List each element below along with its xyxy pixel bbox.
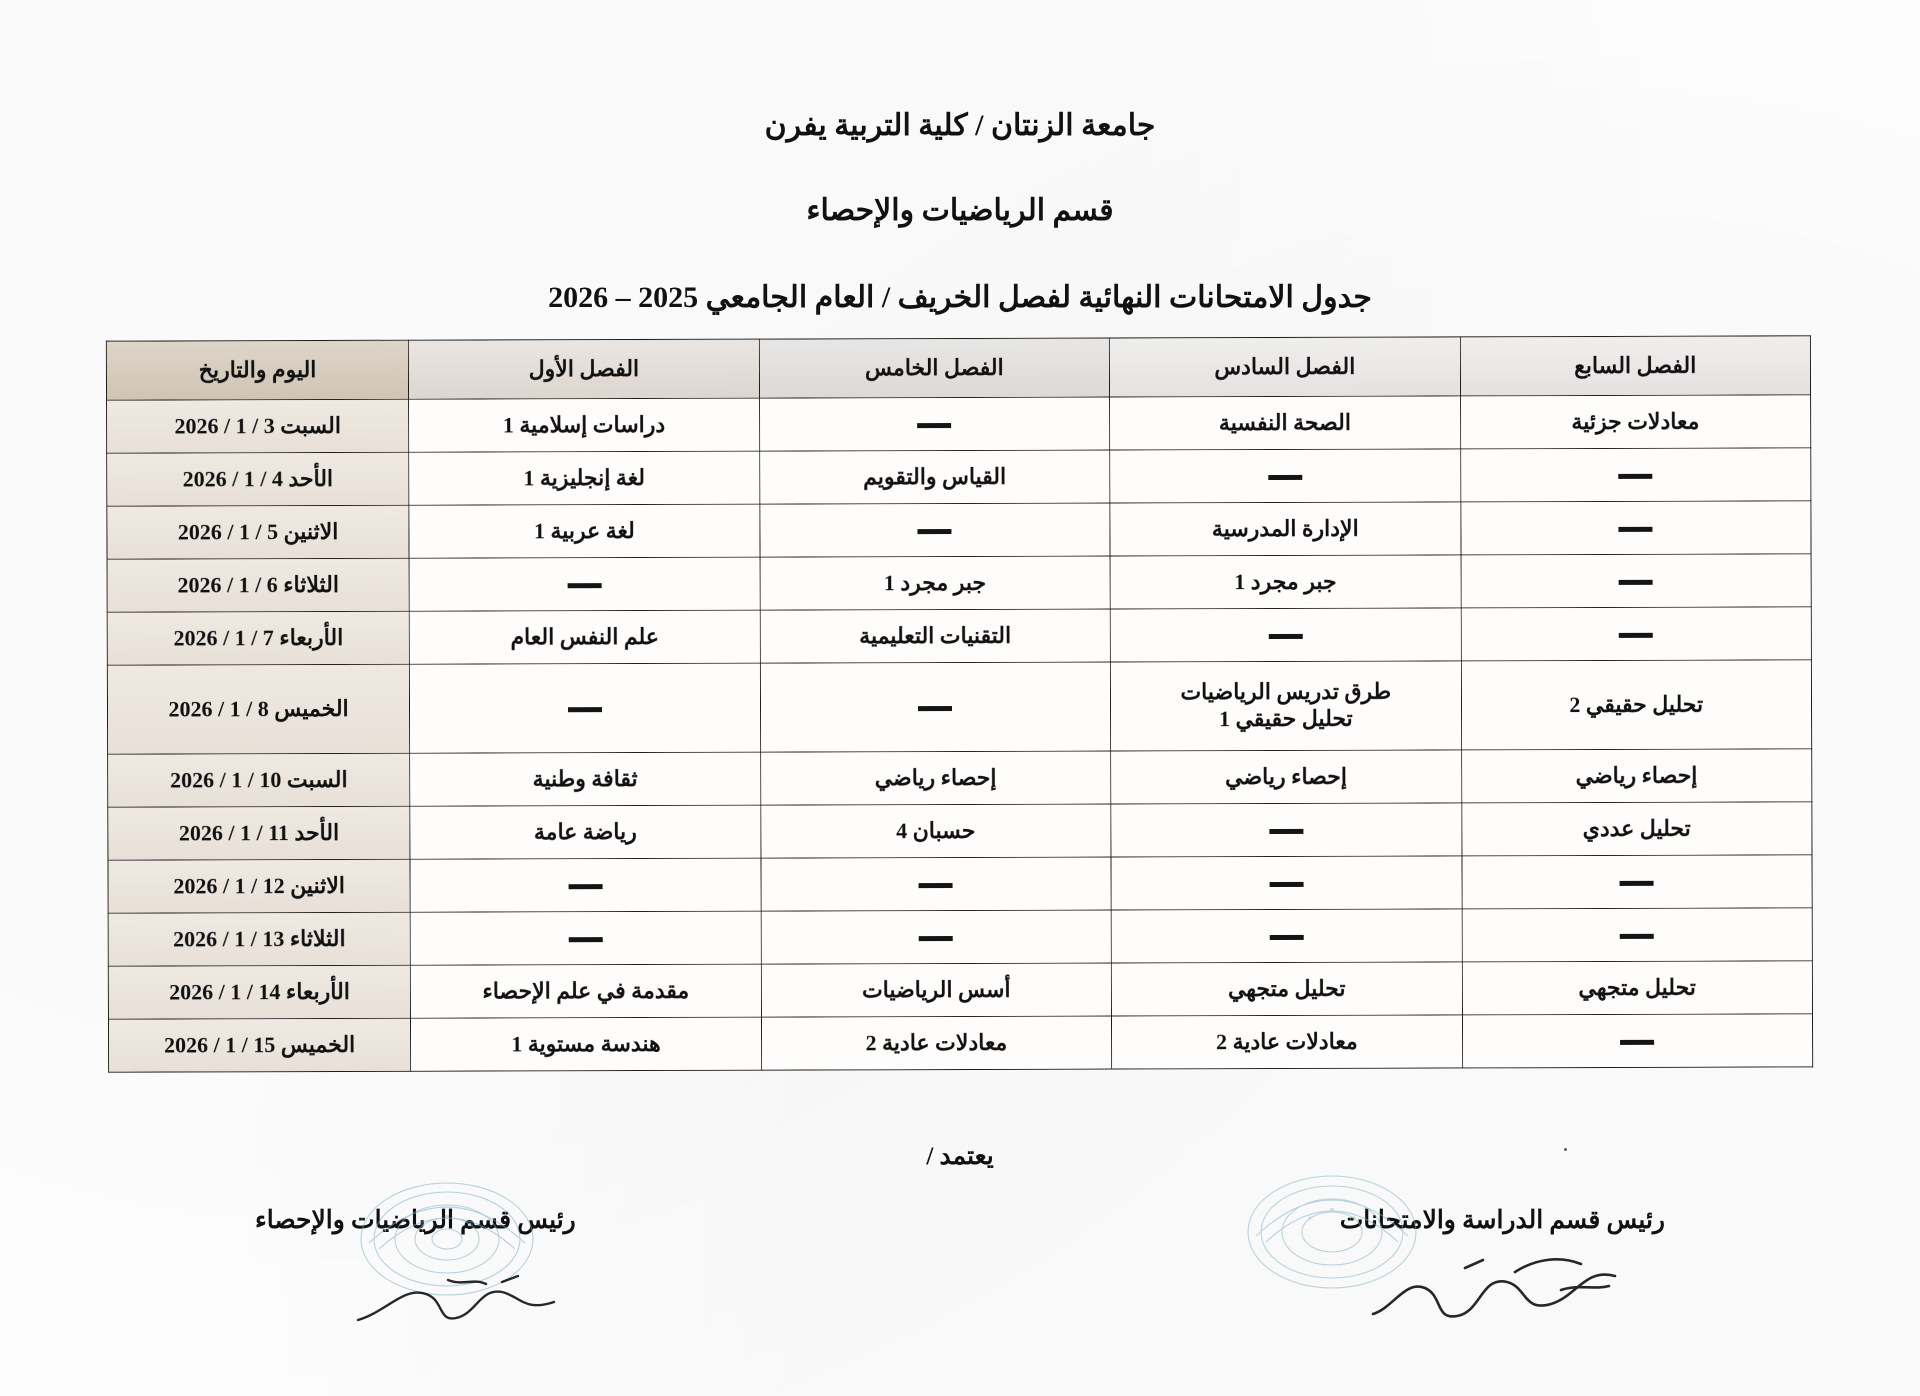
cell-semester-six: معادلات عادية 2 bbox=[1112, 1015, 1463, 1069]
cell-semester-seven bbox=[1460, 448, 1811, 502]
cell-semester-five bbox=[761, 857, 1112, 911]
cell-semester-five bbox=[760, 662, 1111, 752]
cell-semester-six bbox=[1111, 856, 1462, 910]
column-header-semester-seven: الفصل السابع bbox=[1460, 336, 1811, 396]
cell-semester-five: معادلات عادية 2 bbox=[761, 1016, 1112, 1070]
column-header-day-and-date: اليوم والتاريخ bbox=[106, 340, 408, 400]
handwritten-signature bbox=[1365, 1250, 1625, 1342]
cell-day-and-date: الخميس 8 / 1 / 2026 bbox=[107, 664, 409, 754]
cell-day-and-date: السبت 3 / 1 / 2026 bbox=[107, 399, 409, 453]
cell-semester-one bbox=[410, 911, 761, 965]
empty-dash bbox=[568, 707, 602, 712]
cell-semester-seven: تحليل عددي bbox=[1461, 802, 1812, 856]
empty-dash bbox=[569, 937, 603, 942]
cell-semester-one bbox=[410, 858, 761, 912]
cell-day-and-date: الثلاثاء 13 / 1 / 2026 bbox=[108, 912, 410, 966]
table-row bbox=[108, 1014, 1812, 1072]
empty-dash bbox=[919, 883, 953, 888]
cell-semester-six bbox=[1110, 449, 1461, 503]
column-header-semester-six: الفصل السادس bbox=[1109, 337, 1460, 397]
cell-semester-seven bbox=[1462, 1014, 1813, 1068]
signature-row bbox=[0, 1205, 1920, 1235]
empty-dash bbox=[568, 583, 602, 588]
cell-semester-one: لغة عربية 1 bbox=[409, 504, 760, 558]
cell-day-and-date: الاثنين 12 / 1 / 2026 bbox=[108, 859, 410, 913]
cell-semester-six: إحصاء رياضي bbox=[1111, 750, 1462, 804]
cell-semester-seven: تحليل حقيقي 2 bbox=[1461, 660, 1812, 750]
empty-dash bbox=[918, 706, 952, 711]
department-heading: قسم الرياضيات والإحصاء bbox=[806, 194, 1114, 227]
empty-dash bbox=[1619, 580, 1653, 585]
table-row bbox=[108, 961, 1812, 1019]
empty-dash bbox=[918, 529, 952, 534]
cell-semester-six bbox=[1111, 909, 1462, 963]
table-row bbox=[108, 802, 1812, 860]
empty-dash bbox=[1619, 474, 1653, 479]
empty-dash bbox=[1269, 829, 1303, 834]
cell-semester-five: حسبان 4 bbox=[760, 804, 1111, 858]
table-row bbox=[107, 501, 1811, 559]
cell-semester-six: جبر مجرد 1 bbox=[1110, 555, 1461, 609]
cell-semester-one bbox=[409, 557, 760, 611]
university-heading: جامعة الزنتان / كلية التربية يفرن bbox=[764, 109, 1156, 142]
table-body bbox=[107, 395, 1813, 1072]
table-row bbox=[108, 855, 1812, 913]
column-header-semester-five: الفصل الخامس bbox=[759, 338, 1110, 398]
cell-semester-six bbox=[1110, 608, 1461, 662]
cell-semester-five: جبر مجرد 1 bbox=[760, 556, 1111, 610]
signature-math-department-head: رئيس قسم الرياضيات والإحصاء bbox=[255, 1207, 576, 1234]
cell-day-and-date: الاثنين 5 / 1 / 2026 bbox=[107, 505, 409, 559]
cell-semester-seven bbox=[1461, 607, 1812, 661]
cell-day-and-date: السبت 10 / 1 / 2026 bbox=[108, 753, 410, 807]
cell-semester-seven: إحصاء رياضي bbox=[1461, 749, 1812, 803]
cell-semester-five bbox=[759, 397, 1110, 451]
cell-semester-five bbox=[760, 503, 1111, 557]
exam-schedule-table-container bbox=[106, 335, 1813, 1072]
cell-semester-one: هندسة مستوية 1 bbox=[411, 1017, 762, 1071]
cell-semester-five: أسس الرياضيات bbox=[761, 963, 1112, 1017]
cell-semester-seven bbox=[1462, 908, 1813, 962]
cell-semester-seven: تحليل متجهي bbox=[1462, 961, 1813, 1015]
cell-semester-seven bbox=[1462, 855, 1813, 909]
empty-dash bbox=[1269, 634, 1303, 639]
handwritten-signature bbox=[352, 1268, 562, 1340]
scan-artifact-dot bbox=[1564, 1148, 1567, 1151]
empty-dash bbox=[1269, 882, 1303, 887]
cell-semester-one: ثقافة وطنية bbox=[410, 752, 761, 806]
table-row bbox=[108, 908, 1812, 966]
empty-dash bbox=[919, 936, 953, 941]
empty-dash bbox=[568, 884, 602, 889]
cell-semester-five: التقنيات التعليمية bbox=[760, 609, 1111, 663]
cell-semester-five: القياس والتقويم bbox=[759, 450, 1110, 504]
cell-semester-one bbox=[410, 663, 761, 753]
empty-dash bbox=[1620, 1040, 1654, 1045]
empty-dash bbox=[1620, 881, 1654, 886]
table-header-row bbox=[106, 336, 1810, 400]
empty-dash bbox=[917, 423, 951, 428]
cell-day-and-date: الثلاثاء 6 / 1 / 2026 bbox=[107, 558, 409, 612]
empty-dash bbox=[1620, 934, 1654, 939]
table-row bbox=[107, 395, 1811, 453]
cell-semester-one: لغة إنجليزية 1 bbox=[409, 451, 760, 505]
cell-day-and-date: الأربعاء 14 / 1 / 2026 bbox=[108, 965, 410, 1019]
cell-semester-one: مقدمة في علم الإحصاء bbox=[411, 964, 762, 1018]
cell-semester-seven bbox=[1460, 501, 1811, 555]
cell-semester-six: الإدارة المدرسية bbox=[1110, 502, 1461, 556]
cell-semester-six: طرق تدريس الرياضيات تحليل حقيقي 1 bbox=[1110, 661, 1461, 751]
approval-label: يعتمد / bbox=[926, 1143, 994, 1170]
empty-dash bbox=[1268, 475, 1302, 480]
empty-dash bbox=[1270, 935, 1304, 940]
cell-semester-seven: معادلات جزئية bbox=[1460, 395, 1811, 449]
schedule-title: جدول الامتحانات النهائية لفصل الخريف / العام الجامعي 2025 – 2026 bbox=[548, 281, 1372, 314]
empty-dash bbox=[1619, 633, 1653, 638]
cell-day-and-date: الخميس 15 / 1 / 2026 bbox=[108, 1018, 410, 1072]
cell-semester-one: رياضة عامة bbox=[410, 805, 761, 859]
table-row bbox=[107, 660, 1811, 754]
table-row bbox=[108, 749, 1812, 807]
cell-semester-six: تحليل متجهي bbox=[1111, 962, 1462, 1016]
table-row bbox=[107, 607, 1811, 665]
cell-semester-one: دراسات إسلامية 1 bbox=[409, 398, 760, 452]
cell-semester-five bbox=[761, 910, 1112, 964]
cell-semester-five: إحصاء رياضي bbox=[760, 751, 1111, 805]
table-row bbox=[107, 554, 1811, 612]
exam-schedule-table bbox=[106, 335, 1813, 1072]
cell-semester-six: الصحة النفسية bbox=[1110, 396, 1461, 450]
cell-semester-one: علم النفس العام bbox=[409, 610, 760, 664]
table-row bbox=[107, 448, 1811, 506]
cell-day-and-date: الأحد 4 / 1 / 2026 bbox=[107, 452, 409, 506]
cell-day-and-date: الأربعاء 7 / 1 / 2026 bbox=[107, 611, 409, 665]
document-header bbox=[0, 0, 1920, 315]
empty-dash bbox=[1619, 527, 1653, 532]
cell-semester-six bbox=[1111, 803, 1462, 857]
column-header-semester-one: الفصل الأول bbox=[409, 339, 760, 399]
table-header bbox=[106, 336, 1810, 400]
cell-day-and-date: الأحد 11 / 1 / 2026 bbox=[108, 806, 410, 860]
cell-semester-seven bbox=[1461, 554, 1812, 608]
signature-study-and-exams: رئيس قسم الدراسة والامتحانات bbox=[1339, 1207, 1665, 1234]
